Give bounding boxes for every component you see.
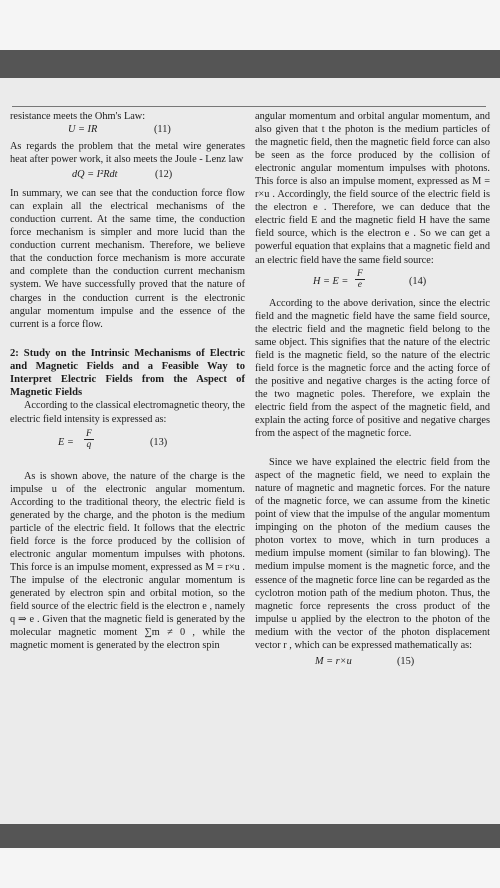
equation-formula: U = IR: [68, 124, 98, 136]
header-rule: [12, 106, 486, 107]
equation-14: [255, 267, 490, 297]
bottom-bar: [0, 824, 500, 848]
paragraph-summary: In summary, we can see that the conduction force flow can explain all the electrical mechanisms of the conduction current. At the same time, the conduction force mechanism is simpler and more lucid than the conduction current mechanism. Therefore, we believe that the conduction force mechanism is more accurate and complete than the conduction current mechanism system. We have successfully proved that the nature of charges in the conduction current is the electronic angular momentum impulse and the essence of the current is a force flow.: [10, 188, 245, 330]
equation-11: [10, 123, 245, 140]
top-margin: [0, 0, 500, 50]
paragraph-derivation: According to the above derivation, since the electric field and the magnetic field have the same field source, the electric field and the magnetic field belong to the same object. This signifies that the nature of the electric field is the magnetic field, so the nature of the electric field force is the magnetic force and the acting force of the positive and negative charges is the acting force of the two magnetic poles. Therefore, we explain the electric field from the aspect of the magnetic field, and explain the acting force of positive and negative charges from the aspect of the magnetic force.: [255, 297, 490, 440]
left-column: [10, 110, 245, 652]
equation-number: (12): [155, 169, 173, 181]
right-column: [255, 110, 490, 673]
section-heading: 2: Study on the Intrinsic Mechanisms of Electric and Magnetic Fields and a Feasible Way to Interpret Electric Fields from the Aspect of Magnetic Fields: [10, 347, 245, 399]
fraction: [84, 429, 94, 450]
paragraph-intro: resistance meets the Ohm's Law:: [10, 111, 146, 122]
equation-number: (14): [409, 275, 427, 287]
paragraph-since: Since we have explained the electric field from the aspect of the magnetic field, we need to explain the nature of magnetic and magnetic forces. For the nature of the magnetic force, we can assume from the kinetic point of view that the impulse of the angular momentum impinging on the photon of the medium causes the photon vortex to move, which in turn produces a medium impulse moment (similar to fan blowing). The medium impulse moment is the magnetic force, and the essence of the magnetic force line can be regarded as the cyclotron motion path of the medium photon. Thus, the magnetic force represents the cross product of the impulse u applied by the electron to the photon of the medium with the vector of the photon displacement vector r , which can be expressed mathematically as:: [255, 457, 490, 651]
equation-number: (11): [154, 124, 171, 136]
fraction-numerator: F: [86, 428, 92, 439]
equation-number: (13): [150, 436, 168, 448]
fraction-denominator: q: [86, 439, 92, 450]
equation-15: [255, 652, 490, 673]
top-bar: [0, 50, 500, 78]
equation-number: (15): [397, 655, 415, 667]
fraction-numerator: F: [357, 268, 363, 279]
paragraph-classical: According to the classical electromagnetic theory, the electric field intensity is expressed as:: [10, 400, 245, 425]
equation-formula: dQ = I²Rdt: [72, 169, 118, 181]
equation-13: [10, 426, 245, 464]
bottom-margin: [0, 848, 500, 888]
paragraph-shown: As is shown above, the nature of the charge is the impulse u of the electronic angular momentum. According to the traditional theory, the electric field is generated by the charge, and the photon is the medium particle of the electric field. It follows that the electric field force is the force produced by the collision of electronic angular momentum impulses with photons. This force is an impulse moment, expressed as M = r×u . The impulse of the electronic angular momentum is generated by electron spin and orbital motion, so the field source of the electric field is the electron e , namely q ⇒ e . Given that the magnetic field is generated by the molecular magnetic moment ∑m ≠ 0 , while the magnetic moment is generated by the electron spin: [10, 470, 245, 652]
equation-lhs: H = E =: [313, 275, 349, 287]
equation-12: [10, 166, 245, 187]
fraction-denominator: e: [357, 279, 363, 290]
paragraph-joule: As regards the problem that the metal wire generates heat after power work, it also meets the Joule - Lenz law: [10, 141, 245, 166]
equation-lhs: E =: [58, 436, 74, 448]
equation-formula: M = r×u: [315, 655, 352, 667]
paragraph-continued: angular momentum and orbital angular momentum, and also given that t the photon is the medium particles of the magnetic field, then the magnetic field force can also be seen as the force produced by the collision of electronic angular momentum impulses with photons. This force is also an impulse moment, expressed as M = r×u . Accordingly, the field source of the electric field is the electron e . Therefore, we can deduce that the electric field E and the magnetic field H have the same field source, which is the electron e . So we can get a powerful equation that explains that a magnetic field and an electric field have the same field source:: [255, 111, 490, 266]
fraction: [355, 269, 365, 290]
